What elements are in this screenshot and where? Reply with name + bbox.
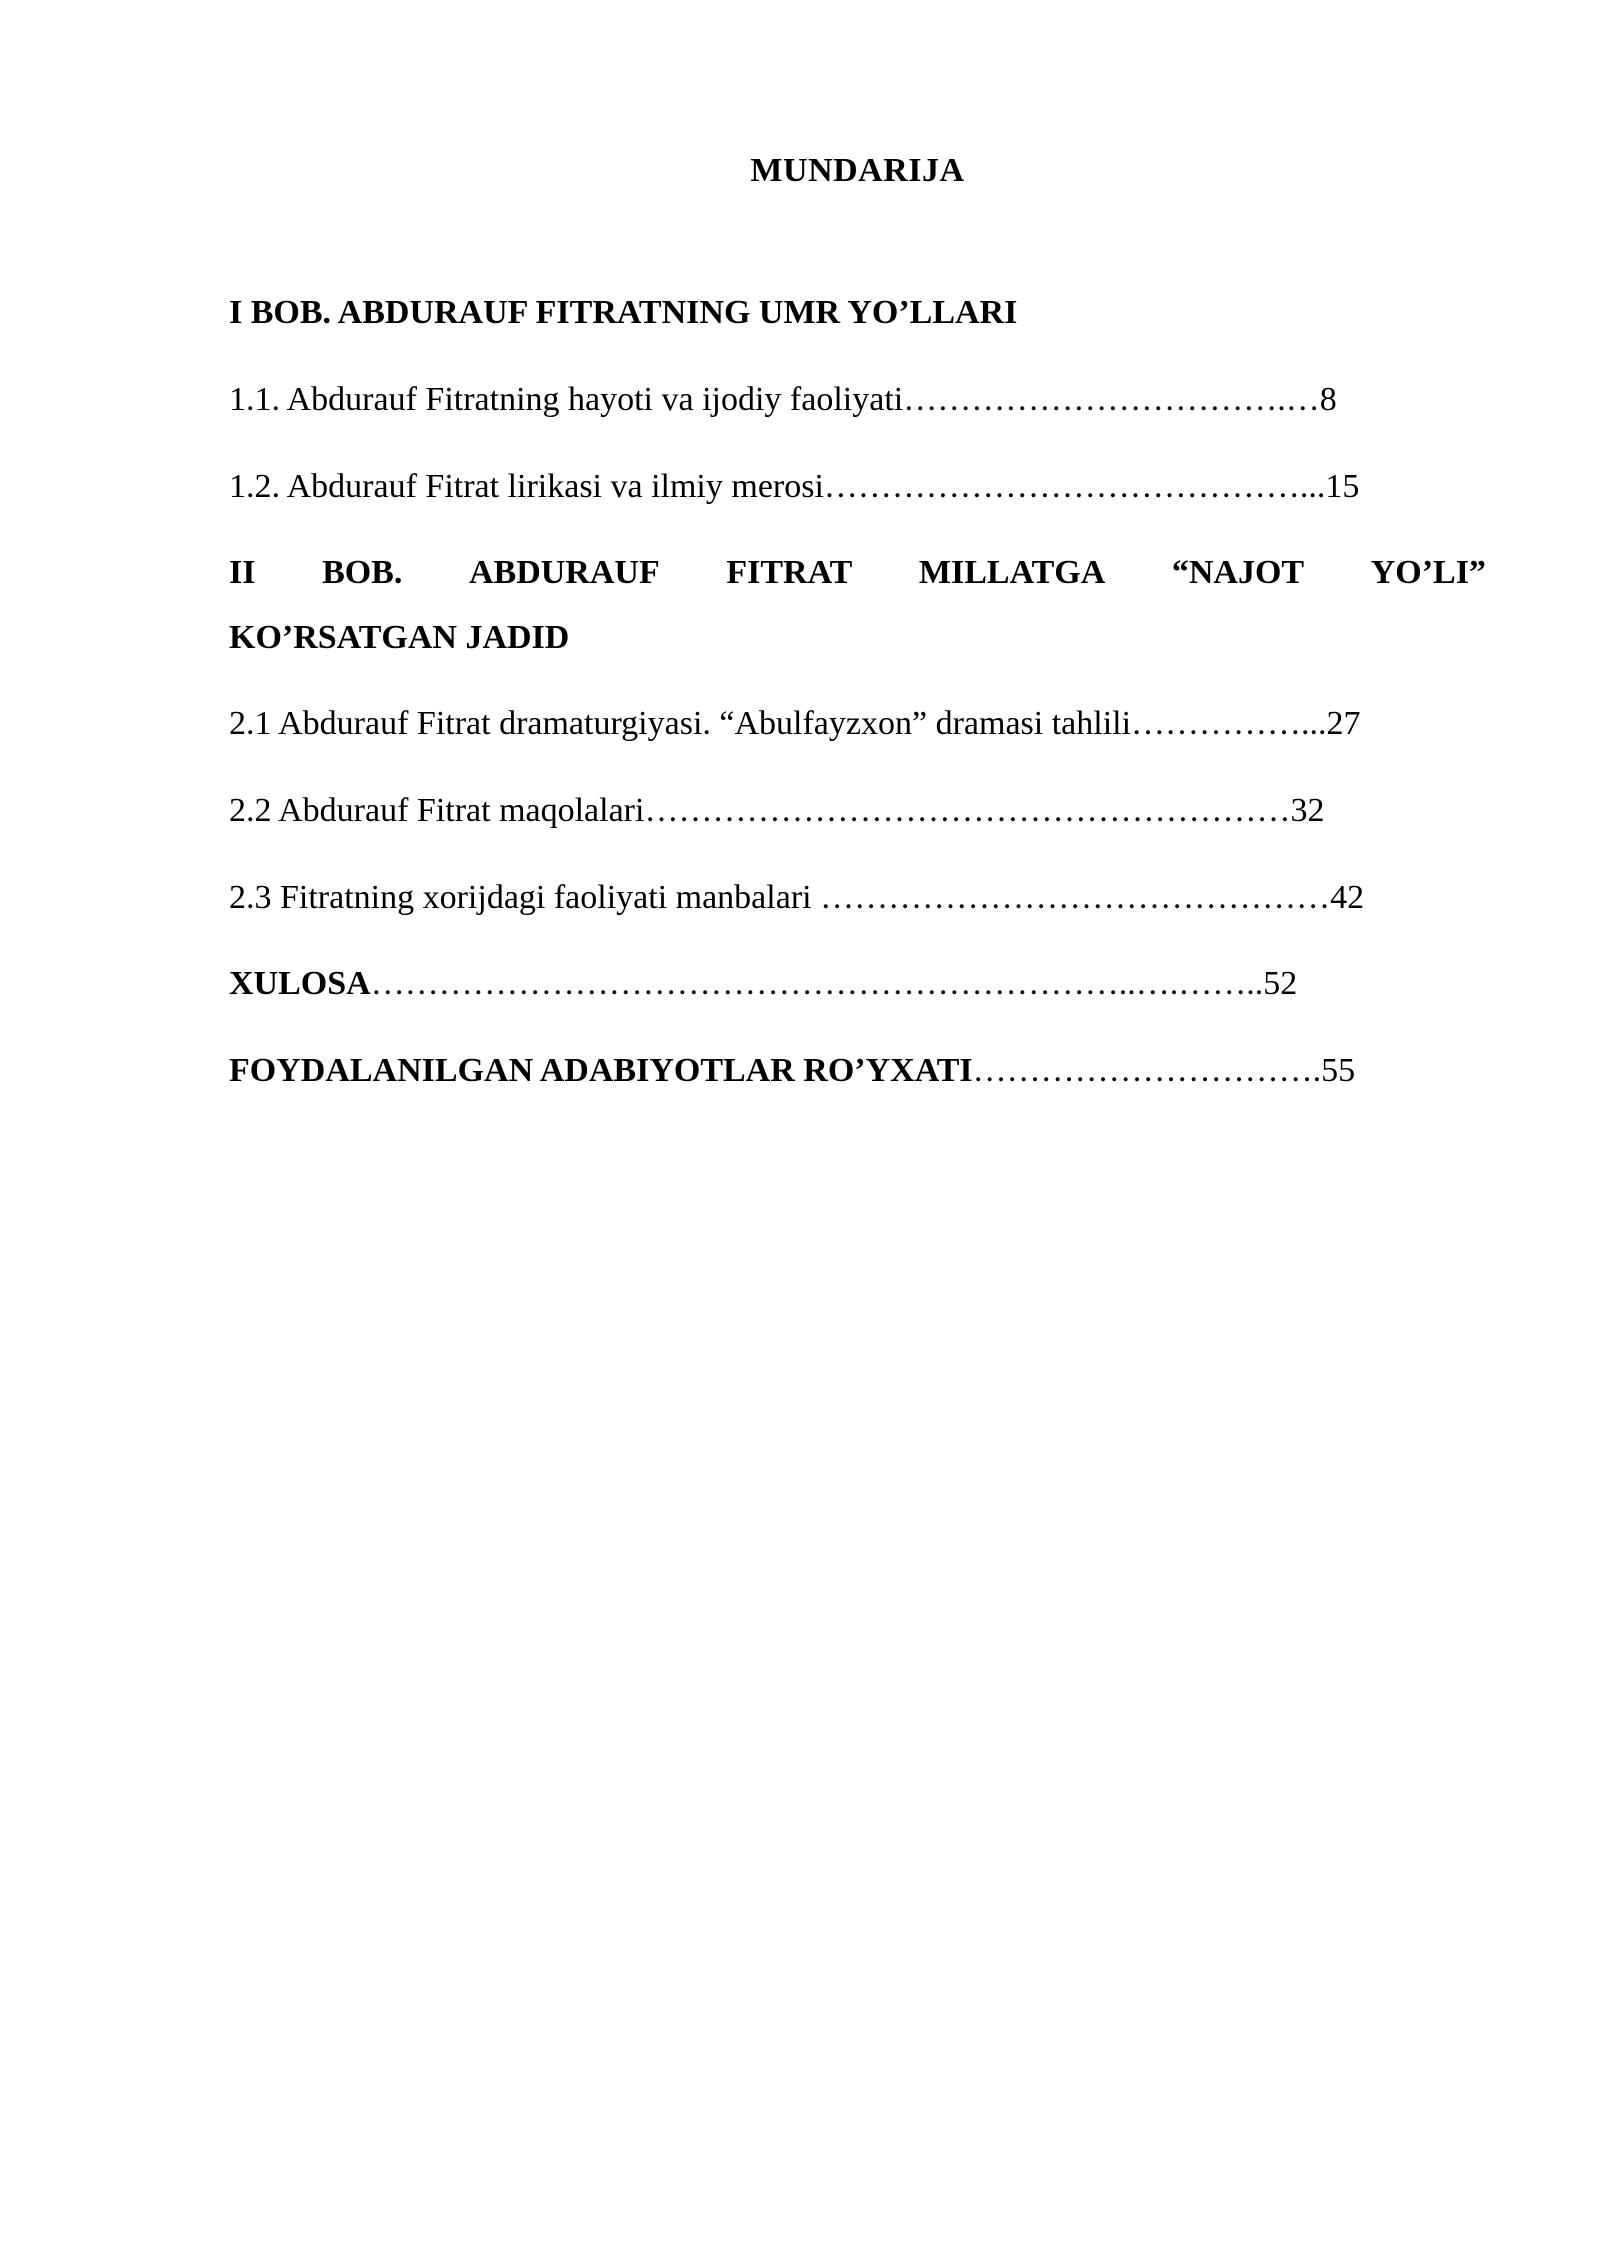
toc-entry-text: 2.2 Abdurauf Fitrat maqolalari	[229, 792, 645, 829]
toc-entry-2-3	[229, 878, 1364, 918]
chapter-2-word: YO’LI”	[1370, 554, 1486, 591]
toc-entry-text: 1.2. Abdurauf Fitrat lirikasi va ilmiy merosi	[229, 468, 824, 505]
toc-entry-page: 8	[1319, 381, 1337, 418]
chapter-2-word: MILLATGA	[918, 554, 1106, 591]
document-title: MUNDARIJA	[750, 152, 965, 189]
toc-entry-page: 55	[1321, 1052, 1356, 1089]
toc-entry-text: 2.3 Fitratning xorijdagi faoliyati manbalari	[229, 879, 821, 916]
chapter-2-word: “NAJOT	[1171, 554, 1305, 591]
chapter-2-heading-line-2	[229, 618, 569, 658]
toc-entry-text: FOYDALANILGAN ADABIYOTLAR RO’YXATI	[229, 1052, 973, 1089]
chapter-2-word: II	[229, 554, 256, 591]
toc-entry-leader: …………………………….…	[903, 381, 1320, 418]
chapter-1-heading	[229, 293, 1017, 333]
chapter-2-title-continued: KO’RSATGAN JADID	[229, 619, 570, 656]
toc-entry-leader: ………………………………………	[820, 879, 1331, 916]
toc-entry-page: 27	[1326, 705, 1361, 742]
toc-entry-references	[229, 1051, 1355, 1091]
toc-entry-text: XULOSA	[229, 965, 371, 1002]
toc-entry-conclusion	[229, 964, 1297, 1004]
toc-entry-page: 42	[1330, 879, 1365, 916]
toc-entry-leader: ……………………………………...	[823, 468, 1326, 505]
toc-entry-2-2	[229, 791, 1324, 831]
chapter-2-heading-line-1	[229, 553, 1486, 593]
toc-entry-text: 2.1 Abdurauf Fitrat dramaturgiyasi. “Abulfayzxon” dramasi tahlili	[229, 705, 1132, 742]
toc-entry-page: 15	[1325, 468, 1360, 505]
toc-entry-text: 1.1. Abdurauf Fitratning hayoti va ijodiy faoliyati	[229, 381, 904, 418]
toc-entry-page: 32	[1290, 792, 1325, 829]
toc-entry-1-2	[229, 467, 1359, 507]
toc-entry-leader: ………………………….	[972, 1052, 1322, 1089]
toc-entry-leader: ……………...	[1131, 705, 1327, 742]
toc-entry-2-1	[229, 704, 1361, 744]
chapter-2-word: ABDURAUF	[468, 554, 660, 591]
toc-entry-leader: …………………………………………………	[644, 792, 1291, 829]
toc-entry-page: 52	[1263, 965, 1298, 1002]
chapter-2-word: FITRAT	[726, 554, 853, 591]
chapter-2-word: BOB.	[322, 554, 403, 591]
toc-entry-1-1	[229, 380, 1337, 420]
chapter-1-title: I BOB. ABDURAUF FITRATNING UMR YO’LLARI	[229, 294, 1018, 331]
toc-entry-leader: …………………………………………………………..….……..	[370, 965, 1264, 1002]
